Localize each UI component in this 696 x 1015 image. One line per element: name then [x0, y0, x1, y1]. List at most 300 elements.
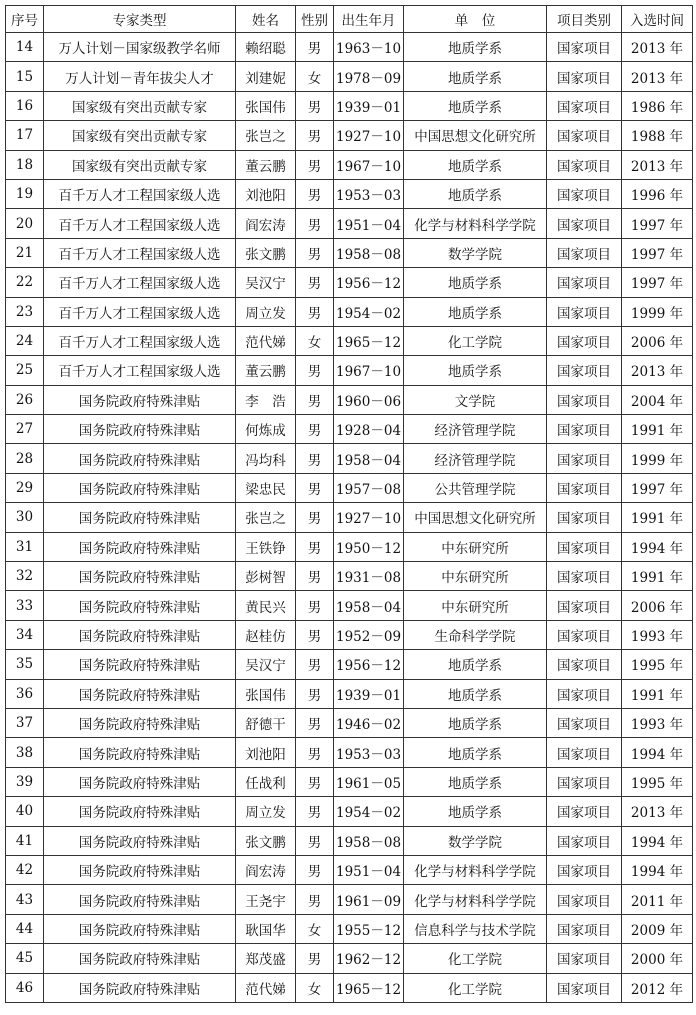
cell-name: 刘池阳: [236, 179, 296, 208]
cell-expert-type: 国务院政府特殊津贴: [44, 738, 236, 767]
cell-birth: 1958－04: [334, 444, 404, 473]
cell-gender: 男: [296, 708, 334, 737]
cell-expert-type: 国务院政府特殊津贴: [44, 826, 236, 855]
table-row: [6, 679, 693, 708]
cell-gender: 男: [296, 121, 334, 150]
cell-selected-year: 1995 年: [622, 650, 693, 679]
table-row: [6, 356, 693, 385]
cell-selected-year: 1995 年: [622, 767, 693, 796]
cell-birth: 1978－09: [334, 62, 404, 91]
cell-index: 43: [6, 885, 44, 914]
cell-birth: 1958－04: [334, 591, 404, 620]
cell-unit: 地质学系: [404, 297, 547, 326]
cell-index: 36: [6, 679, 44, 708]
cell-gender: 男: [296, 150, 334, 179]
cell-birth: 1967－10: [334, 150, 404, 179]
cell-project-type: 国家项目: [547, 738, 622, 767]
cell-selected-year: 1986 年: [622, 91, 693, 120]
table-row: [6, 767, 693, 796]
cell-selected-year: 1994 年: [622, 855, 693, 884]
cell-selected-year: 1993 年: [622, 620, 693, 649]
cell-selected-year: 2013 年: [622, 33, 693, 62]
cell-selected-year: 1991 年: [622, 562, 693, 591]
cell-name: 张岂之: [236, 503, 296, 532]
cell-selected-year: 1991 年: [622, 503, 693, 532]
col-header-birth: 出生年月: [334, 6, 404, 33]
cell-project-type: 国家项目: [547, 473, 622, 502]
cell-project-type: 国家项目: [547, 914, 622, 943]
cell-expert-type: 国务院政府特殊津贴: [44, 914, 236, 943]
cell-index: 16: [6, 91, 44, 120]
cell-selected-year: 1999 年: [622, 444, 693, 473]
cell-expert-type: 国务院政府特殊津贴: [44, 620, 236, 649]
cell-expert-type: 国务院政府特殊津贴: [44, 944, 236, 973]
cell-unit: 化工学院: [404, 973, 547, 1002]
cell-index: 42: [6, 855, 44, 884]
table-row: [6, 532, 693, 561]
cell-gender: 男: [296, 855, 334, 884]
cell-gender: 男: [296, 385, 334, 414]
cell-project-type: 国家项目: [547, 150, 622, 179]
cell-name: 王尧宇: [236, 885, 296, 914]
cell-gender: 男: [296, 532, 334, 561]
table-row: [6, 914, 693, 943]
cell-expert-type: 国务院政府特殊津贴: [44, 885, 236, 914]
cell-index: 25: [6, 356, 44, 385]
cell-index: 14: [6, 33, 44, 62]
table-row: [6, 944, 693, 973]
cell-selected-year: 2012 年: [622, 973, 693, 1002]
cell-name: 郑茂盛: [236, 944, 296, 973]
cell-index: 41: [6, 826, 44, 855]
cell-unit: 地质学系: [404, 179, 547, 208]
table-row: [6, 591, 693, 620]
cell-unit: 化学与材料科学学院: [404, 209, 547, 238]
table-row: [6, 179, 693, 208]
cell-expert-type: 国务院政府特殊津贴: [44, 708, 236, 737]
table-row: [6, 326, 693, 355]
col-header-expert-type: 专家类型: [44, 6, 236, 33]
cell-selected-year: 1997 年: [622, 473, 693, 502]
cell-gender: 男: [296, 738, 334, 767]
cell-name: 何炼成: [236, 415, 296, 444]
cell-gender: 男: [296, 826, 334, 855]
cell-expert-type: 百千万人才工程国家级人选: [44, 179, 236, 208]
cell-birth: 1953－03: [334, 179, 404, 208]
cell-expert-type: 国务院政府特殊津贴: [44, 767, 236, 796]
cell-birth: 1961－05: [334, 767, 404, 796]
cell-selected-year: 2000 年: [622, 944, 693, 973]
table-row: [6, 708, 693, 737]
table-row: [6, 444, 693, 473]
cell-birth: 1963－10: [334, 33, 404, 62]
cell-unit: 地质学系: [404, 797, 547, 826]
cell-name: 范代娣: [236, 326, 296, 355]
cell-gender: 男: [296, 473, 334, 502]
cell-project-type: 国家项目: [547, 532, 622, 561]
cell-project-type: 国家项目: [547, 268, 622, 297]
table-row: [6, 620, 693, 649]
cell-index: 24: [6, 326, 44, 355]
cell-selected-year: 1994 年: [622, 532, 693, 561]
cell-gender: 男: [296, 209, 334, 238]
cell-selected-year: 2006 年: [622, 591, 693, 620]
cell-gender: 男: [296, 356, 334, 385]
col-header-selected-year: 入选时间: [622, 6, 693, 33]
cell-gender: 男: [296, 444, 334, 473]
cell-expert-type: 百千万人才工程国家级人选: [44, 268, 236, 297]
table-row: [6, 738, 693, 767]
cell-index: 37: [6, 708, 44, 737]
cell-gender: 男: [296, 591, 334, 620]
cell-selected-year: 2013 年: [622, 356, 693, 385]
cell-expert-type: 百千万人才工程国家级人选: [44, 326, 236, 355]
table-row: [6, 209, 693, 238]
cell-unit: 化工学院: [404, 944, 547, 973]
cell-unit: 数学学院: [404, 238, 547, 267]
cell-name: 吴汉宁: [236, 650, 296, 679]
cell-unit: 地质学系: [404, 708, 547, 737]
cell-index: 38: [6, 738, 44, 767]
cell-birth: 1960－06: [334, 385, 404, 414]
cell-unit: 信息科学与技术学院: [404, 914, 547, 943]
cell-expert-type: 百千万人才工程国家级人选: [44, 356, 236, 385]
cell-project-type: 国家项目: [547, 944, 622, 973]
table-row: [6, 855, 693, 884]
cell-project-type: 国家项目: [547, 91, 622, 120]
cell-expert-type: 国务院政府特殊津贴: [44, 973, 236, 1002]
cell-name: 彭树智: [236, 562, 296, 591]
cell-gender: 男: [296, 944, 334, 973]
cell-unit: 化学与材料科学学院: [404, 855, 547, 884]
cell-gender: 男: [296, 679, 334, 708]
cell-selected-year: 1997 年: [622, 268, 693, 297]
cell-gender: 男: [296, 91, 334, 120]
cell-gender: 男: [296, 179, 334, 208]
cell-index: 18: [6, 150, 44, 179]
cell-birth: 1962－12: [334, 944, 404, 973]
table-row: [6, 562, 693, 591]
cell-unit: 化学与材料科学学院: [404, 885, 547, 914]
cell-name: 阎宏涛: [236, 209, 296, 238]
cell-birth: 1939－01: [334, 91, 404, 120]
cell-birth: 1927－10: [334, 121, 404, 150]
cell-index: 30: [6, 503, 44, 532]
cell-unit: 地质学系: [404, 268, 547, 297]
cell-expert-type: 国务院政府特殊津贴: [44, 415, 236, 444]
cell-name: 耿国华: [236, 914, 296, 943]
expert-roster-table: [5, 5, 693, 1003]
table-row: [6, 826, 693, 855]
cell-unit: 经济管理学院: [404, 415, 547, 444]
cell-project-type: 国家项目: [547, 444, 622, 473]
cell-project-type: 国家项目: [547, 620, 622, 649]
cell-gender: 男: [296, 238, 334, 267]
cell-project-type: 国家项目: [547, 62, 622, 91]
cell-expert-type: 百千万人才工程国家级人选: [44, 238, 236, 267]
cell-selected-year: 2013 年: [622, 62, 693, 91]
cell-birth: 1955－12: [334, 914, 404, 943]
cell-unit: 地质学系: [404, 650, 547, 679]
cell-name: 范代娣: [236, 973, 296, 1002]
cell-selected-year: 1991 年: [622, 415, 693, 444]
cell-gender: 男: [296, 33, 334, 62]
cell-name: 黄民兴: [236, 591, 296, 620]
cell-expert-type: 国务院政府特殊津贴: [44, 797, 236, 826]
cell-expert-type: 国务院政府特殊津贴: [44, 444, 236, 473]
cell-birth: 1954－02: [334, 297, 404, 326]
cell-index: 27: [6, 415, 44, 444]
cell-project-type: 国家项目: [547, 797, 622, 826]
cell-project-type: 国家项目: [547, 562, 622, 591]
cell-gender: 男: [296, 797, 334, 826]
cell-birth: 1961－09: [334, 885, 404, 914]
cell-unit: 生命科学学院: [404, 620, 547, 649]
cell-expert-type: 国务院政府特殊津贴: [44, 532, 236, 561]
table-row: [6, 797, 693, 826]
cell-gender: 男: [296, 620, 334, 649]
cell-expert-type: 国务院政府特殊津贴: [44, 562, 236, 591]
cell-index: 40: [6, 797, 44, 826]
cell-gender: 女: [296, 326, 334, 355]
cell-project-type: 国家项目: [547, 33, 622, 62]
cell-selected-year: 2009 年: [622, 914, 693, 943]
cell-gender: 男: [296, 650, 334, 679]
cell-name: 赵桂仿: [236, 620, 296, 649]
cell-index: 32: [6, 562, 44, 591]
cell-name: 周立发: [236, 297, 296, 326]
cell-name: 董云鹏: [236, 356, 296, 385]
cell-expert-type: 国务院政府特殊津贴: [44, 679, 236, 708]
cell-expert-type: 国家级有突出贡献专家: [44, 121, 236, 150]
cell-birth: 1952－09: [334, 620, 404, 649]
cell-unit: 公共管理学院: [404, 473, 547, 502]
cell-unit: 化工学院: [404, 326, 547, 355]
cell-expert-type: 国务院政府特殊津贴: [44, 385, 236, 414]
cell-unit: 地质学系: [404, 679, 547, 708]
cell-expert-type: 国家级有突出贡献专家: [44, 91, 236, 120]
cell-project-type: 国家项目: [547, 385, 622, 414]
cell-project-type: 国家项目: [547, 121, 622, 150]
cell-name: 张文鹏: [236, 826, 296, 855]
table-row: [6, 973, 693, 1002]
cell-birth: 1951－04: [334, 855, 404, 884]
cell-birth: 1965－12: [334, 326, 404, 355]
cell-name: 冯均科: [236, 444, 296, 473]
cell-index: 29: [6, 473, 44, 502]
cell-unit: 地质学系: [404, 91, 547, 120]
cell-unit: 地质学系: [404, 150, 547, 179]
cell-expert-type: 国务院政府特殊津贴: [44, 591, 236, 620]
cell-project-type: 国家项目: [547, 826, 622, 855]
table-row: [6, 415, 693, 444]
table-row: [6, 473, 693, 502]
cell-gender: 男: [296, 885, 334, 914]
cell-index: 45: [6, 944, 44, 973]
cell-index: 17: [6, 121, 44, 150]
cell-gender: 男: [296, 562, 334, 591]
cell-index: 46: [6, 973, 44, 1002]
cell-name: 张岂之: [236, 121, 296, 150]
cell-unit: 地质学系: [404, 62, 547, 91]
cell-selected-year: 1997 年: [622, 238, 693, 267]
col-header-name: 姓名: [236, 6, 296, 33]
cell-expert-type: 国务院政府特殊津贴: [44, 855, 236, 884]
cell-name: 吴汉宁: [236, 268, 296, 297]
cell-birth: 1954－02: [334, 797, 404, 826]
cell-unit: 经济管理学院: [404, 444, 547, 473]
cell-project-type: 国家项目: [547, 767, 622, 796]
cell-project-type: 国家项目: [547, 503, 622, 532]
cell-index: 20: [6, 209, 44, 238]
cell-unit: 中国思想文化研究所: [404, 121, 547, 150]
cell-selected-year: 1994 年: [622, 826, 693, 855]
cell-unit: 中东研究所: [404, 591, 547, 620]
table-row: [6, 91, 693, 120]
cell-selected-year: 1993 年: [622, 708, 693, 737]
cell-selected-year: 2004 年: [622, 385, 693, 414]
cell-index: 21: [6, 238, 44, 267]
cell-name: 梁忠民: [236, 473, 296, 502]
cell-gender: 男: [296, 415, 334, 444]
cell-name: 张文鹏: [236, 238, 296, 267]
cell-index: 19: [6, 179, 44, 208]
cell-name: 任战利: [236, 767, 296, 796]
table-row: [6, 62, 693, 91]
cell-unit: 地质学系: [404, 356, 547, 385]
cell-birth: 1927－10: [334, 503, 404, 532]
col-header-index: 序号: [6, 6, 44, 33]
table-row: [6, 885, 693, 914]
col-header-project-type: 项目类别: [547, 6, 622, 33]
cell-birth: 1928－04: [334, 415, 404, 444]
cell-index: 28: [6, 444, 44, 473]
cell-birth: 1950－12: [334, 532, 404, 561]
cell-name: 张国伟: [236, 91, 296, 120]
cell-birth: 1958－08: [334, 238, 404, 267]
table-row: [6, 268, 693, 297]
cell-birth: 1956－12: [334, 268, 404, 297]
cell-birth: 1953－03: [334, 738, 404, 767]
cell-project-type: 国家项目: [547, 356, 622, 385]
cell-index: 33: [6, 591, 44, 620]
cell-selected-year: 1991 年: [622, 679, 693, 708]
cell-gender: 男: [296, 503, 334, 532]
cell-name: 阎宏涛: [236, 855, 296, 884]
cell-index: 31: [6, 532, 44, 561]
cell-birth: 1958－08: [334, 826, 404, 855]
cell-birth: 1946－02: [334, 708, 404, 737]
cell-index: 35: [6, 650, 44, 679]
cell-selected-year: 1994 年: [622, 738, 693, 767]
cell-unit: 地质学系: [404, 738, 547, 767]
cell-birth: 1939－01: [334, 679, 404, 708]
col-header-gender: 性别: [296, 6, 334, 33]
cell-unit: 地质学系: [404, 33, 547, 62]
cell-gender: 男: [296, 297, 334, 326]
cell-birth: 1957－08: [334, 473, 404, 502]
cell-birth: 1951－04: [334, 209, 404, 238]
cell-gender: 男: [296, 767, 334, 796]
cell-selected-year: 1999 年: [622, 297, 693, 326]
cell-project-type: 国家项目: [547, 855, 622, 884]
table-row: [6, 33, 693, 62]
cell-unit: 中东研究所: [404, 562, 547, 591]
cell-project-type: 国家项目: [547, 209, 622, 238]
cell-selected-year: 2013 年: [622, 797, 693, 826]
cell-project-type: 国家项目: [547, 326, 622, 355]
table-row: [6, 121, 693, 150]
cell-name: 王铁铮: [236, 532, 296, 561]
cell-birth: 1956－12: [334, 650, 404, 679]
header-row: [6, 6, 693, 33]
cell-expert-type: 百千万人才工程国家级人选: [44, 209, 236, 238]
col-header-unit: 单 位: [404, 6, 547, 33]
cell-unit: 中东研究所: [404, 532, 547, 561]
cell-expert-type: 国务院政府特殊津贴: [44, 473, 236, 502]
table-row: [6, 385, 693, 414]
cell-name: 舒德干: [236, 708, 296, 737]
cell-index: 44: [6, 914, 44, 943]
cell-unit: 数学学院: [404, 826, 547, 855]
cell-project-type: 国家项目: [547, 650, 622, 679]
cell-unit: 中国思想文化研究所: [404, 503, 547, 532]
cell-selected-year: 2006 年: [622, 326, 693, 355]
cell-project-type: 国家项目: [547, 238, 622, 267]
cell-unit: 地质学系: [404, 767, 547, 796]
cell-index: 15: [6, 62, 44, 91]
cell-index: 22: [6, 268, 44, 297]
cell-expert-type: 国务院政府特殊津贴: [44, 503, 236, 532]
cell-project-type: 国家项目: [547, 885, 622, 914]
cell-index: 23: [6, 297, 44, 326]
cell-name: 张国伟: [236, 679, 296, 708]
cell-birth: 1967－10: [334, 356, 404, 385]
cell-selected-year: 2013 年: [622, 150, 693, 179]
cell-expert-type: 国家级有突出贡献专家: [44, 150, 236, 179]
cell-name: 李 浩: [236, 385, 296, 414]
cell-project-type: 国家项目: [547, 679, 622, 708]
cell-unit: 文学院: [404, 385, 547, 414]
cell-gender: 男: [296, 268, 334, 297]
cell-birth: 1965－12: [334, 973, 404, 1002]
cell-project-type: 国家项目: [547, 591, 622, 620]
cell-name: 刘建妮: [236, 62, 296, 91]
cell-gender: 女: [296, 973, 334, 1002]
cell-project-type: 国家项目: [547, 415, 622, 444]
cell-selected-year: 1988 年: [622, 121, 693, 150]
cell-name: 赖绍聪: [236, 33, 296, 62]
cell-name: 刘池阳: [236, 738, 296, 767]
cell-birth: 1931－08: [334, 562, 404, 591]
cell-expert-type: 国务院政府特殊津贴: [44, 650, 236, 679]
cell-expert-type: 百千万人才工程国家级人选: [44, 297, 236, 326]
cell-index: 39: [6, 767, 44, 796]
table-row: [6, 297, 693, 326]
cell-index: 34: [6, 620, 44, 649]
cell-name: 董云鹏: [236, 150, 296, 179]
cell-expert-type: 万人计划－青年拔尖人才: [44, 62, 236, 91]
table-row: [6, 238, 693, 267]
cell-selected-year: 1996 年: [622, 179, 693, 208]
table-row: [6, 150, 693, 179]
cell-project-type: 国家项目: [547, 297, 622, 326]
cell-index: 26: [6, 385, 44, 414]
cell-project-type: 国家项目: [547, 179, 622, 208]
cell-selected-year: 1997 年: [622, 209, 693, 238]
cell-selected-year: 2011 年: [622, 885, 693, 914]
table-row: [6, 650, 693, 679]
